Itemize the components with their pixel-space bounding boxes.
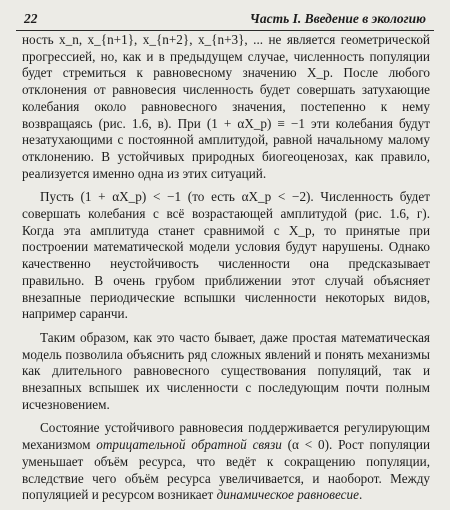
running-head: Часть I. Введение в экологию (249, 11, 426, 26)
paragraph-2: Пусть (1 + αX_p) < −1 (то есть αX_p < −2). Численность будет совершать колебания с всё возрастающей амплитудой (рис. 1.6, г). Когда эта амплитуда станет сравнимой с X_p, то принятые при построении математической модели условия будут нарушены. Однако качественно неустойчивость численности она предсказывает правильно. В очень грубом приближении этот случай объясняет внезапные периодические вспышки численности некоторых видов, например саранчи. (22, 189, 430, 322)
page-header (16, 8, 434, 31)
paragraph-3: Таким образом, как это часто бывает, даже простая математическая модель позволила объяснить ряд сложных явлений и понять механизмы как длительного равновесного существования популяций, так и внезапных вспышек их численности с последующим почти полным исчезновением. (22, 329, 430, 412)
paragraph-1: ность x_n, x_{n+1}, x_{n+2}, x_{n+3}, ... не является геометрической прогрессией, но, как и в предыдущем случае, численность популяции будет стремиться к равновесному значению X_p. После любого отклонения от равновесия численность будет совершать затухающие колебания около равновесного значения, постепенно к нему возвращаясь (рис. 1.6, в). При (1 + αX_p) ≡ −1 эти колебания будут незатухающими с постоянной амплитудой, равной начальному малому отклонению. В устойчивых природных биогеоценозах, как правило, реализуется именно одна из этих ситуаций. (22, 32, 430, 181)
dynamic-equilibrium-term: динамическое равновесие (216, 487, 359, 503)
paragraph-4-text-mid: (α < 0). Рост популяции уменьшает объём ресурса, что ведёт к сокращению популяции, вследствие чего объём ресурса увеличивается, и наоборот. Между популяцией и ресурсом возникает (22, 437, 431, 503)
paragraph-4-text-before: Состояние устойчивого равновесия поддерживается регулирующим механизмом (22, 420, 430, 453)
page-number: 22 (24, 11, 38, 26)
page-body (22, 32, 430, 504)
paragraph-4-text-after: . (358, 487, 363, 503)
negative-feedback-term: отрицательной обратной связи (96, 437, 282, 453)
paragraph-4 (22, 420, 430, 504)
